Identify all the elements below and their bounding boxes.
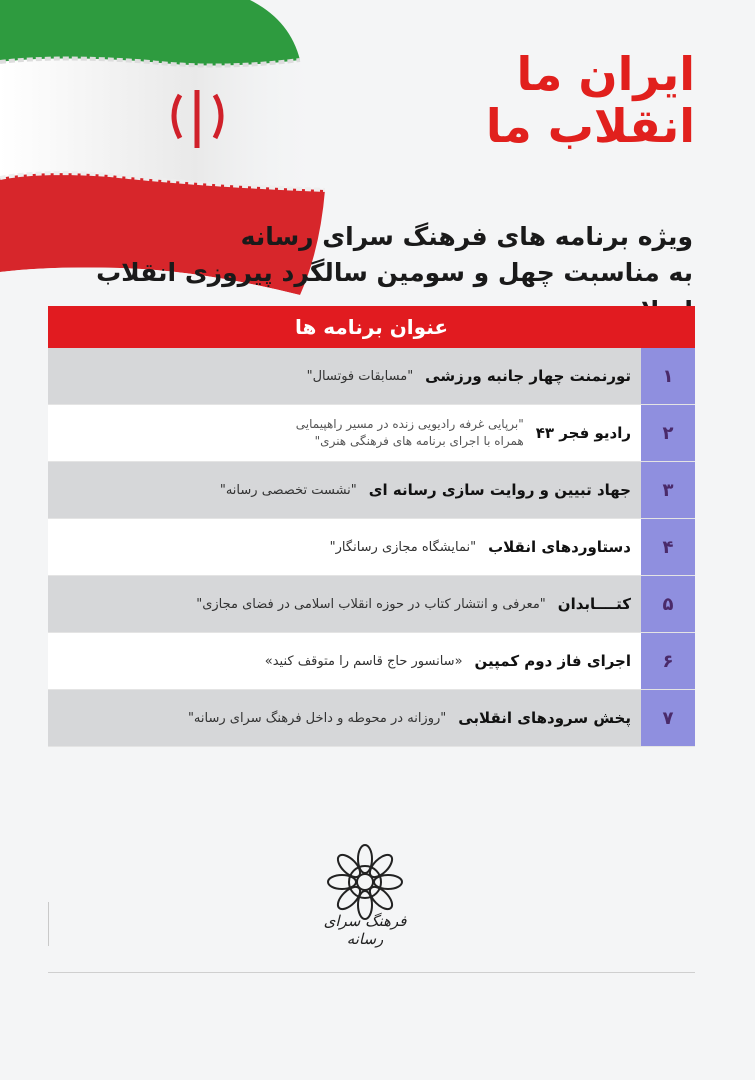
row-description: "نمایشگاه مجازی رسانگار" — [329, 539, 477, 555]
row-description: "روزانه در محوطه و داخل فرهنگ سرای رسانه" — [187, 710, 447, 726]
slogan-line-2: انقلاب ما — [485, 99, 695, 153]
table-row — [48, 519, 695, 576]
row-title: اجرای فاز دوم کمپین — [474, 652, 631, 670]
row-title: تورنمنت چهار جانبه ورزشی — [425, 367, 631, 385]
table-row — [48, 348, 695, 405]
row-description: "مسابقات فوتسال" — [306, 368, 414, 384]
row-number: ۲ — [641, 405, 695, 461]
row-content — [48, 519, 641, 575]
table-row — [48, 462, 695, 519]
row-number: ۳ — [641, 462, 695, 518]
table-row — [48, 576, 695, 633]
table-header: عنوان برنامه ها — [48, 306, 695, 348]
row-title: رادیو فجر ۴۳ — [535, 424, 631, 442]
logo-text: فرهنگ سرای رسانه — [323, 912, 407, 948]
heading-line-2: به مناسبت چهل و سومین سالگرد پیروزی انقلاب — [96, 258, 693, 287]
table-row — [48, 405, 695, 462]
row-description-line-2: همراه با اجرای برنامه های فرهنگی هنری" — [314, 434, 524, 448]
row-description — [296, 416, 524, 450]
row-content — [48, 405, 641, 461]
row-description: "معرفی و انتشار کتاب در حوزه انقلاب اسلامی در فضای مجازی" — [196, 596, 546, 612]
row-description-line-1: "برپایی غرفه رادیویی زنده در مسیر راهپیمایی — [295, 417, 524, 431]
divider-vertical — [48, 902, 49, 946]
row-content — [48, 633, 641, 689]
row-content — [48, 576, 641, 632]
slogan-line-1: ایران ما — [516, 47, 695, 101]
row-number: ۷ — [641, 690, 695, 746]
row-description: «سانسور حاج قاسم را متوقف کنید» — [264, 653, 463, 669]
row-number: ۴ — [641, 519, 695, 575]
program-table — [48, 306, 695, 747]
row-content — [48, 348, 641, 404]
row-number: ۶ — [641, 633, 695, 689]
row-number: ۱ — [641, 348, 695, 404]
row-content — [48, 462, 641, 518]
heading-line-1: ویژه برنامه های فرهنگ سرای رسانه — [240, 222, 693, 251]
row-description: "نشست تخصصی رسانه" — [219, 482, 357, 498]
row-title: کتــــابدان — [557, 595, 631, 613]
row-title: دستاوردهای انقلاب — [488, 538, 631, 556]
row-title: جهاد تبیین و روایت سازی رسانه ای — [368, 481, 631, 499]
row-title: پخش سرودهای انقلابی — [458, 709, 631, 727]
table-row — [48, 690, 695, 747]
row-content — [48, 690, 641, 746]
row-number: ۵ — [641, 576, 695, 632]
table-row — [48, 633, 695, 690]
slogan — [435, 48, 695, 152]
divider-horizontal — [48, 972, 695, 973]
